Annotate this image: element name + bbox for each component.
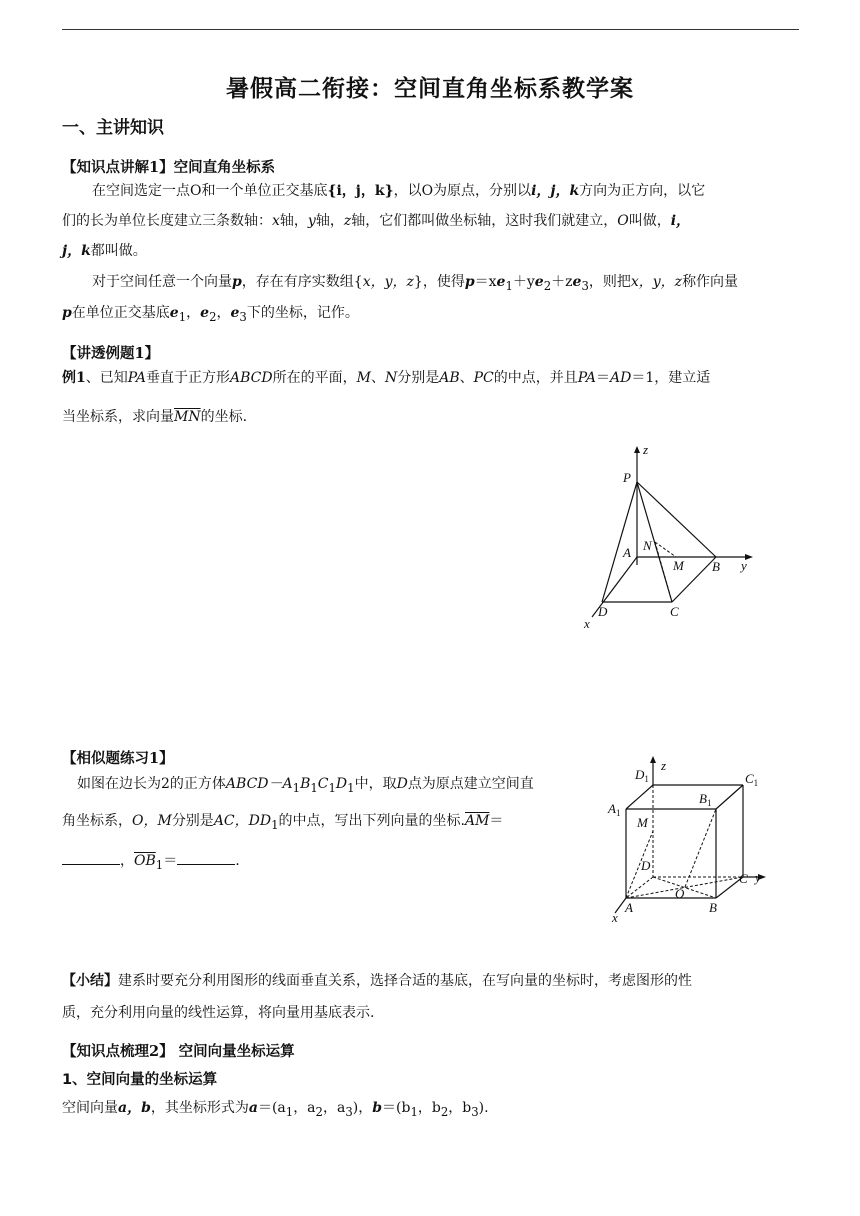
label-x2: x [612,910,618,925]
label-D: D [598,604,608,619]
label-A1: $A_1$ [608,801,621,818]
pyramid-figure [575,440,775,636]
label-N: N [643,538,652,553]
vector-MN: $\overline{MN}$ [174,409,201,425]
label-M2: M [637,815,648,830]
label-B2: B [709,900,717,915]
vector-OB1: $\overline{OB}$ [134,853,156,869]
label-D2: D [641,858,651,873]
label-C2: C [739,871,748,886]
label-A2: A [625,900,633,915]
kp1-heading: 【知识点讲解1】空间直角坐标系 [62,159,276,176]
label-y: y [741,558,747,573]
label-O: O [675,886,685,901]
label-z: z [643,442,649,457]
answer-blank-1[interactable] [62,852,120,865]
kp2-line-1: 空间向量a，b，其坐标形式为$a=(a_1$，$a_2$，$a_3$)，$b=(b_1$，$b_2$，$b_3$). [62,1100,489,1119]
ex1-line-1: 例1、已知PA垂直于正方形ABCD所在的平面，M、N分别是AB、PC的中点，并且PA＝AD＝1，建立适 [62,370,711,386]
summary-line-1: 【小结】建系时要充分利用图形的线面垂直关系，选择合适的基底，在写向量的坐标时，考虑图形的性 [62,973,692,989]
top-rule [62,29,799,30]
sim1-line-2: 角坐标系，O，M分别是AC，$DD_1$的中点，写出下列向量的坐标$.\overline{AM}=$ [62,813,504,832]
label-x: x [584,616,590,631]
label-A: A [623,545,631,560]
sim1-line-1: 如图在边长为2的正方体$ABCD-A_1B_1C_1D_1$中，取D点为原点建立空间直 [77,776,534,795]
answer-blank-2[interactable] [177,852,235,865]
label-C: C [670,604,679,619]
sim1-heading: 【相似题练习1】 [62,750,174,767]
ex1-heading: 【讲透例题1】 [62,345,160,362]
kp2-subheading: 1、空间向量的坐标运算 [62,1072,218,1088]
kp2-heading: 【知识点梳理2】 空间向量坐标运算 [62,1043,295,1060]
kp1-line-5: p在单位正交基底$e_1$，$e_2$，$e_3$下的坐标，记作。 [62,305,359,324]
kp1-line-2: 们的长为单位长度建立三条数轴：x轴，y轴，z轴，它们都叫做坐标轴，这时我们就建立，O叫做，i， [62,213,691,229]
ex1-line-2: 当坐标系，求向量$\overline{MN}$的坐标. [62,409,248,425]
kp1-line-4: 对于空间任意一个向量p，存在有序实数组{x，y，z}，使得$p=xe_1+ye_2+ze_3$，则把x，y，z称作向量 [92,274,739,293]
label-y2: y [755,870,761,885]
label-z2: z [661,758,667,773]
label-D1: $D_1$ [635,767,649,784]
page-title: 暑假高二衔接：空间直角坐标系教学案 [226,75,634,102]
vector-AM: $\overline{AM}$ [464,813,490,829]
label-M: M [673,558,684,573]
label-C1: $C_1$ [745,771,759,788]
summary-line-2: 质，充分利用向量的线性运算，将向量用基底表示. [62,1005,375,1021]
section-heading: 一、主讲知识 [62,118,164,138]
edge-PD [602,482,637,602]
label-B1: $B_1$ [699,791,712,808]
kp1-line-1: 在空间选定一点O和一个单位正交基底{i，j，k}，以O为原点，分别以i，j，k方向为正方向，以它 [92,183,706,199]
label-B: B [712,559,720,574]
sim1-line-3: ，$\overline{OB}_1=$ . [62,852,240,873]
label-P: P [623,470,631,485]
cube-figure [605,755,790,925]
kp1-line-3: j，k都叫做。 [62,243,147,259]
